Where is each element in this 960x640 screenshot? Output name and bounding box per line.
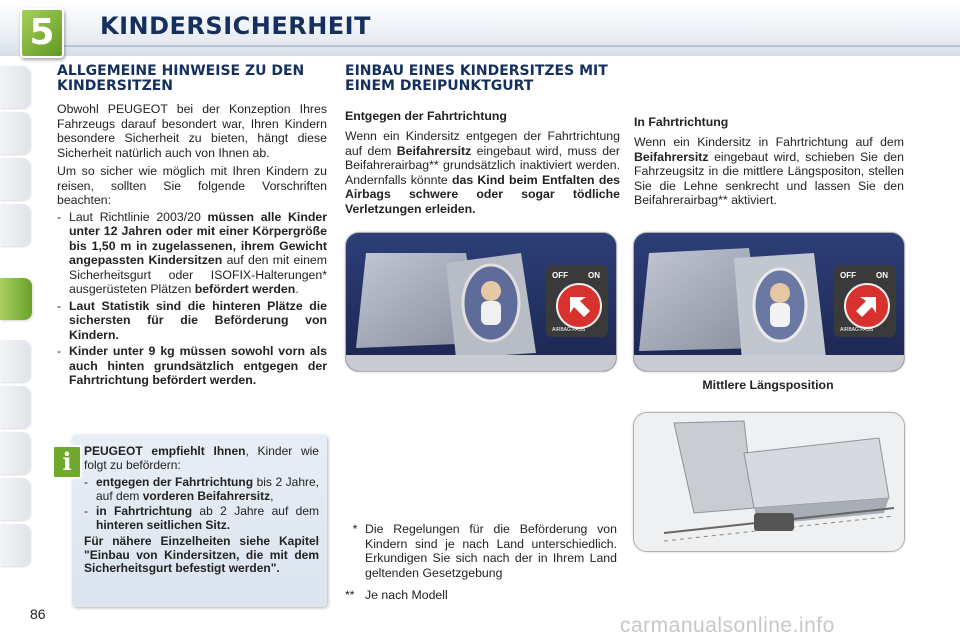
photo-forward-facing-seat xyxy=(633,232,905,372)
airbag-switch-knob[interactable] xyxy=(844,283,890,329)
intro-paragraph: Obwohl PEUGEOT bei der Konzeption Ihres Fahrzeugs darauf besondert war, Ihren Kindern besondere Sicherheit zu bieten, hängt diese Sicherheit natürlich auch von Ihnen ab. xyxy=(57,102,327,160)
left-column xyxy=(57,64,327,388)
chapter-number-badge: 5 xyxy=(20,8,64,58)
list-item: - Kinder unter 9 kg müssen sowohl vorn als auch hinten grundsätzlich entgegen der Fahrtrichtung befördert werden. xyxy=(57,344,327,387)
right-column xyxy=(634,115,904,208)
footnote-2: ** Je nach Modell xyxy=(345,588,448,602)
subheading-rear-facing: Entgegen der Fahrtrichtung xyxy=(345,109,507,123)
airbag-switch-panel xyxy=(834,265,896,337)
airbag-pass-label: AIRBAG PASS xyxy=(552,327,586,333)
page-number: 86 xyxy=(30,606,46,622)
rear-facing-paragraph: Wenn ein Kindersitz entgegen der Fahrtrichtung auf dem Beifahrersitz eingebaut wird, muss der Beifahrerairbag** grundsätzlich inaktiviert werden. Andernfalls könnte das Kind beim Entfalten des Airbags schwere oder sogar tödliche Verletzungen erleiden. xyxy=(345,129,621,216)
info-box xyxy=(72,435,327,607)
photo-rear-facing-seat xyxy=(345,232,617,372)
airbag-off-label: OFF xyxy=(552,271,568,280)
chapter-tab-8[interactable] xyxy=(0,432,30,474)
chapter-tab-6[interactable] xyxy=(0,340,30,382)
chapter-tab-5-active[interactable] xyxy=(0,278,32,320)
airbag-switch-knob[interactable] xyxy=(556,283,602,329)
footnotes xyxy=(345,522,617,603)
info-recommendation: PEUGEOT empfiehlt Ihnen, Kinder wie folgt zu befördern: xyxy=(84,444,319,472)
chapter-tab-2[interactable] xyxy=(0,112,30,154)
airbag-off-label: OFF xyxy=(840,271,856,280)
list-item: - in Fahrtrichtung ab 2 Jahre auf dem hinteren seitlichen Sitz. xyxy=(84,504,320,532)
section-heading-installation: EINBAU EINES KINDERSITZES MIT EINEM DREIPUNKTGURT xyxy=(345,63,608,94)
chapter-tab-9[interactable] xyxy=(0,478,30,520)
watermark: carmanualsonline.info xyxy=(620,614,835,637)
chapter-title: KINDERSICHERHEIT xyxy=(100,12,371,40)
photo-caption-middle-position: Mittlere Längsposition xyxy=(702,378,834,392)
chapter-tab-4[interactable] xyxy=(0,204,30,246)
footnote-1: * Die Regelungen für die Beförderung von Kindern sind je nach Land unterschiedlich. Erkundigen Sie sich nach der in Ihrem Land geltenden Gesetzgebung xyxy=(352,522,617,580)
arrow-up-right-icon xyxy=(846,285,888,327)
header-divider xyxy=(60,45,960,47)
info-icon: i xyxy=(52,445,82,479)
info-reference: Für nähere Einzelheiten siehe Kapitel "Einbau von Kindersitzen, die mit dem Sicherheitsgurt befestigt werden". xyxy=(84,534,319,575)
list-item: - Laut Statistik sind die hinteren Plätze die sichersten für die Beförderung von Kindern. xyxy=(57,298,327,342)
middle-column xyxy=(345,64,620,216)
chapter-tab-10[interactable] xyxy=(0,524,30,566)
section-heading-general: ALLGEMEINE HINWEISE ZU DEN KINDERSITZEN xyxy=(57,63,305,94)
airbag-switch-panel xyxy=(546,265,608,337)
list-item: - Laut Richtlinie 2003/20 müssen alle Kinder unter 12 Jahren oder mit einer Körpergröße bis 1,50 m in zugelassenen, ihrem Gewicht angepassten Kindersitzen auf den mit einem Sicherheitsgurt oder ISOFIX-Halterungen* ausgerüsteten Plätzen befördert werden. xyxy=(57,209,327,296)
subheading-forward-facing: In Fahrtrichtung xyxy=(634,115,729,129)
rules-intro-paragraph: Um so sicher wie möglich mit Ihren Kindern zu reisen, sollten Sie folgende Vorschriften beachten: xyxy=(57,164,327,207)
airbag-pass-label: AIRBAG PASS xyxy=(840,327,874,333)
chapter-tab-1[interactable] xyxy=(0,66,30,108)
forward-facing-paragraph: Wenn ein Kindersitz in Fahrtrichtung auf dem Beifahrersitz eingebaut wird, schieben Sie den Fahrzeugsitz in die mittlere Längspositon, stellen Sie die Lehne senkrecht und lassen Sie den Beifahrerairbag** aktiviert. xyxy=(634,135,904,207)
airbag-on-label: ON xyxy=(876,271,888,280)
photo-seat-rail xyxy=(633,412,905,552)
chapter-tab-3[interactable] xyxy=(0,158,30,200)
seat-rail-illustration xyxy=(634,413,904,551)
chapter-tab-7[interactable] xyxy=(0,386,30,428)
list-item: - entgegen der Fahrtrichtung bis 2 Jahre, auf dem vorderen Beifahrersitz, xyxy=(84,475,319,503)
arrow-up-left-icon xyxy=(558,285,600,327)
airbag-on-label: ON xyxy=(588,271,600,280)
